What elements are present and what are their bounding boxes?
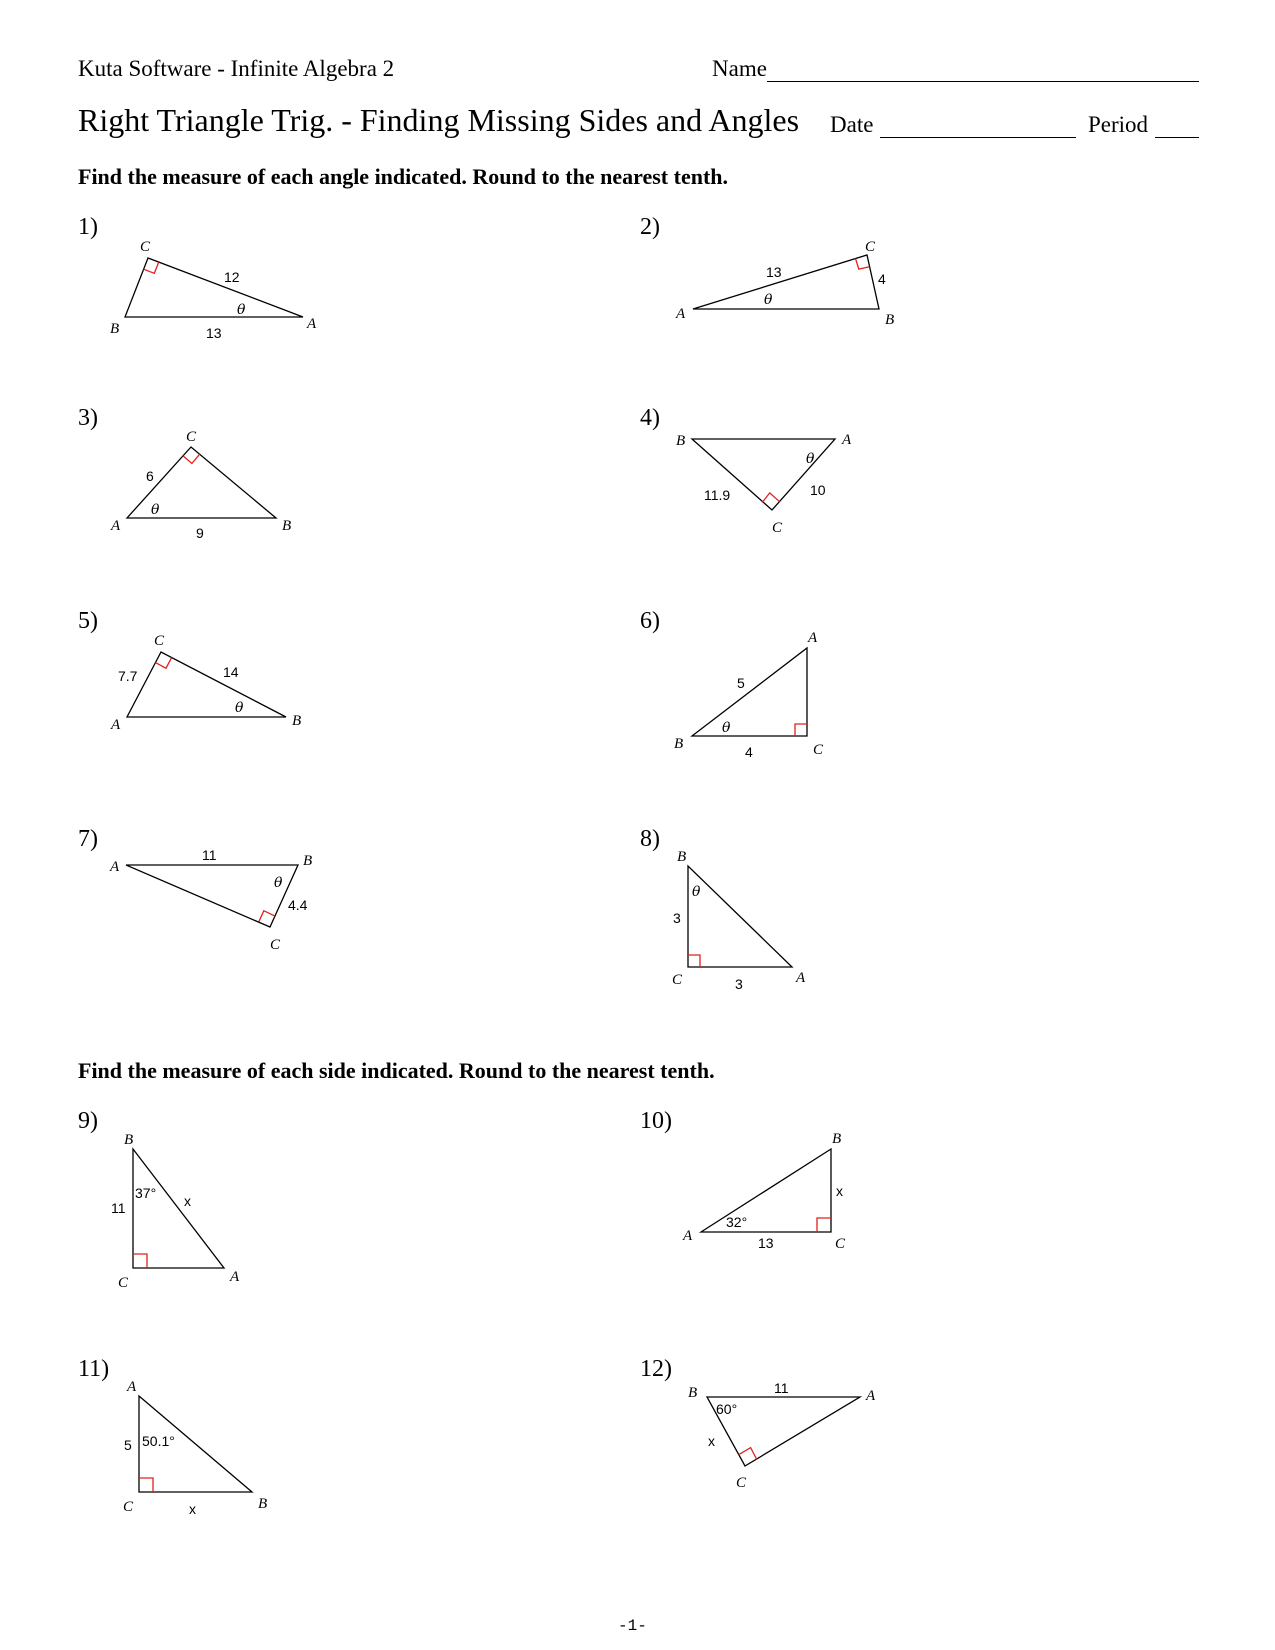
- vertex-label: B: [688, 1385, 698, 1401]
- side-label: 5: [124, 1437, 132, 1453]
- vertex-label: C: [672, 972, 683, 988]
- right-angle-marker: [795, 724, 807, 736]
- vertex-label: B: [282, 518, 292, 534]
- vertex-label: A: [808, 630, 818, 646]
- theta-label: θ: [692, 884, 701, 900]
- problem-number: 7): [78, 826, 98, 852]
- side-label: 9: [196, 525, 204, 541]
- right-angle-marker: [817, 1218, 831, 1232]
- instruction-sides: Find the measure of each side indicated. Round to the nearest tenth.: [78, 1058, 715, 1083]
- side-label: 3: [673, 910, 681, 926]
- side-label: 11.9: [704, 487, 731, 503]
- vertex-label: A: [110, 859, 120, 875]
- triangle-figure-2: [675, 239, 894, 328]
- vertex-label: B: [832, 1131, 842, 1147]
- side-label: 4: [878, 271, 886, 287]
- publisher-line: Kuta Software - Infinite Algebra 2: [78, 56, 395, 81]
- vertex-label: C: [865, 239, 876, 255]
- vertex-label: B: [292, 713, 302, 729]
- period-label: Period: [1088, 112, 1149, 137]
- page-title: Right Triangle Trig. - Finding Missing Sides and Angles: [78, 102, 800, 138]
- triangle-figure-5: [110, 633, 301, 733]
- side-label: 13: [206, 325, 222, 341]
- side-label: 11: [774, 1380, 789, 1396]
- problem-number: 5): [78, 608, 98, 634]
- vertex-label: C: [140, 239, 151, 255]
- side-label: x: [184, 1193, 191, 1209]
- side-label: 14: [223, 664, 239, 680]
- vertex-label: C: [813, 742, 824, 758]
- side-label: 11: [111, 1200, 126, 1216]
- problem-number: 4): [640, 405, 660, 431]
- side-label: 12: [224, 269, 240, 285]
- vertex-label: C: [736, 1475, 747, 1491]
- angle-label: 60°: [716, 1401, 738, 1417]
- triangle-figure-7: [109, 847, 312, 953]
- vertex-label: B: [676, 433, 686, 449]
- side-label: 10: [810, 482, 826, 498]
- vertex-label: C: [123, 1499, 134, 1515]
- vertex-label: A: [796, 970, 806, 986]
- side-label: x: [836, 1183, 843, 1199]
- side-label: 4: [745, 744, 753, 760]
- angle-label: 50.1°: [142, 1433, 175, 1449]
- triangle-figure-4: [676, 432, 852, 536]
- triangle-outline: [127, 652, 286, 717]
- triangle-outline: [125, 258, 303, 317]
- vertex-label: A: [230, 1269, 240, 1285]
- date-label: Date: [830, 112, 874, 137]
- triangle-outline: [126, 865, 298, 927]
- right-angle-marker: [739, 1448, 757, 1460]
- problem-number: 8): [640, 826, 660, 852]
- problem-number: 6): [640, 608, 660, 634]
- instruction-angles: Find the measure of each angle indicated. Round to the nearest tenth.: [78, 164, 729, 189]
- triangle-figure-11: [123, 1379, 267, 1517]
- triangle-figure-8: [672, 849, 806, 992]
- vertex-label: B: [124, 1132, 134, 1148]
- vertex-label: C: [835, 1236, 846, 1252]
- triangle-figure-6: [674, 630, 824, 760]
- problem-number: 9): [78, 1108, 98, 1134]
- problem-number: 1): [78, 214, 98, 240]
- side-label: 5: [737, 675, 745, 691]
- theta-label: θ: [274, 875, 283, 891]
- side-label: 13: [766, 264, 782, 280]
- vertex-label: B: [674, 736, 684, 752]
- triangle-outline: [701, 1149, 831, 1232]
- vertex-label: C: [270, 937, 281, 953]
- side-label: x: [189, 1501, 196, 1517]
- side-label: 11: [202, 847, 217, 863]
- vertex-label: C: [154, 633, 165, 649]
- vertex-label: A: [127, 1379, 137, 1395]
- vertex-label: A: [111, 518, 121, 534]
- theta-label: θ: [806, 451, 815, 467]
- problem-number: 2): [640, 214, 660, 240]
- triangle-figure-10: [682, 1131, 846, 1252]
- right-angle-marker: [762, 493, 779, 503]
- triangle-figure-3: [110, 429, 291, 541]
- theta-label: θ: [151, 502, 160, 518]
- triangle-outline: [693, 255, 879, 309]
- triangle-outline: [688, 866, 792, 967]
- vertex-label: B: [303, 853, 313, 869]
- angle-label: 37°: [135, 1185, 157, 1201]
- vertex-label: B: [885, 312, 895, 328]
- problem-number: 12): [640, 1356, 672, 1382]
- problem-number: 3): [78, 405, 98, 431]
- vertex-label: A: [676, 306, 686, 322]
- triangle-outline: [692, 648, 807, 736]
- theta-label: θ: [237, 302, 246, 318]
- vertex-label: A: [111, 717, 121, 733]
- side-label: 7.7: [118, 668, 138, 684]
- vertex-label: A: [866, 1388, 876, 1404]
- vertex-label: A: [683, 1228, 693, 1244]
- name-label: Name: [712, 56, 767, 81]
- vertex-label: C: [772, 520, 783, 536]
- vertex-label: C: [186, 429, 197, 445]
- theta-label: θ: [722, 720, 731, 736]
- side-label: 6: [146, 468, 154, 484]
- side-label: 4.4: [288, 897, 308, 913]
- right-angle-marker: [688, 955, 700, 967]
- triangle-figure-12: [688, 1380, 876, 1491]
- vertex-label: B: [110, 321, 120, 337]
- vertex-label: B: [258, 1496, 268, 1512]
- problem-number: 11): [78, 1356, 110, 1382]
- right-angle-marker: [183, 454, 200, 463]
- side-label: 3: [735, 976, 743, 992]
- triangle-outline: [133, 1149, 224, 1268]
- triangle-figure-9: [111, 1132, 240, 1291]
- page-number: -1-: [618, 1617, 647, 1635]
- theta-label: θ: [764, 292, 773, 308]
- triangle-figure-1: [110, 239, 317, 341]
- side-label: 13: [758, 1235, 774, 1251]
- vertex-label: A: [842, 432, 852, 448]
- problem-number: 10): [640, 1108, 672, 1134]
- vertex-label: C: [118, 1275, 129, 1291]
- theta-label: θ: [235, 700, 244, 716]
- side-label: x: [708, 1433, 715, 1449]
- right-angle-marker: [133, 1254, 147, 1268]
- vertex-label: B: [677, 849, 687, 865]
- angle-label: 32°: [726, 1214, 748, 1230]
- vertex-label: A: [307, 316, 317, 332]
- right-angle-marker: [139, 1478, 153, 1492]
